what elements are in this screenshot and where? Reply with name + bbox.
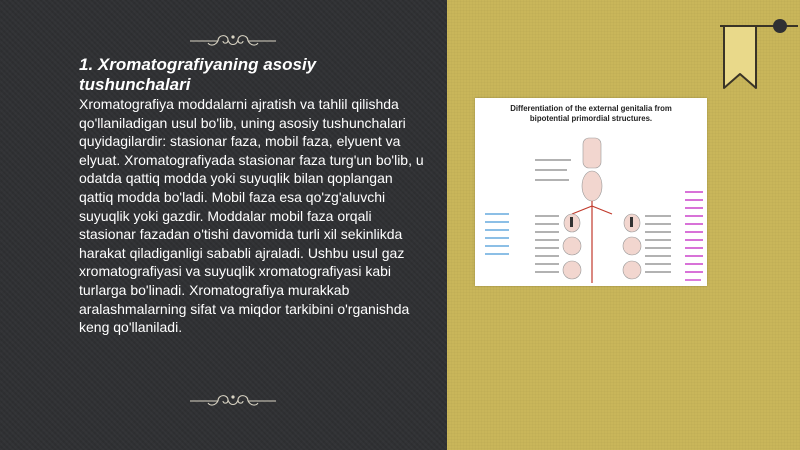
figure-title: [475, 104, 707, 124]
slide-body-text: Xromatografiya moddalarni ajratish va tahlil qilishda qo'llaniladigan usul bo'lib, uning asosiy tushunchalari quyidagilardir: stasionar faza, mobil faza, elyuent va elyuat. Xromatografiyada stasionar faza turg'un bo'lib, u odatda qattiq modda yoki suyuqlik bilan qoplangan qattiq modda bo'ladi. Mobil faza esa qo'zg'aluvchi suyuqlik yoki gazdir. Moddalar mobil faza orqali stasionar fazadan o'tishi davomida turli xil sekinlikda harakat qiladiganligi sababli ajraladi. Ushbu usul gaz xromatografiyasi va suyuqlik xromatografiyasi kabi turlarga bo'linadi. Xromatografiya murakkab aralashmalarning sifat va miqdor tarkibini o'rganishda keng qo'llaniladi.: [79, 96, 424, 336]
flourish-divider-icon: [188, 30, 278, 52]
flourish-divider-icon: [188, 390, 278, 412]
figure-illustration: [475, 98, 707, 286]
slide-title: 1. Xromatografiyaning asosiy tushunchalari: [79, 55, 317, 94]
genitalia-differentiation-figure: [475, 98, 707, 286]
figure-title-line-1: Differentiation of the external genitalia from: [510, 104, 672, 113]
figure-title-line-2: bipotential primordial structures.: [529, 114, 653, 123]
bookmark-ribbon-icon: [718, 18, 800, 100]
